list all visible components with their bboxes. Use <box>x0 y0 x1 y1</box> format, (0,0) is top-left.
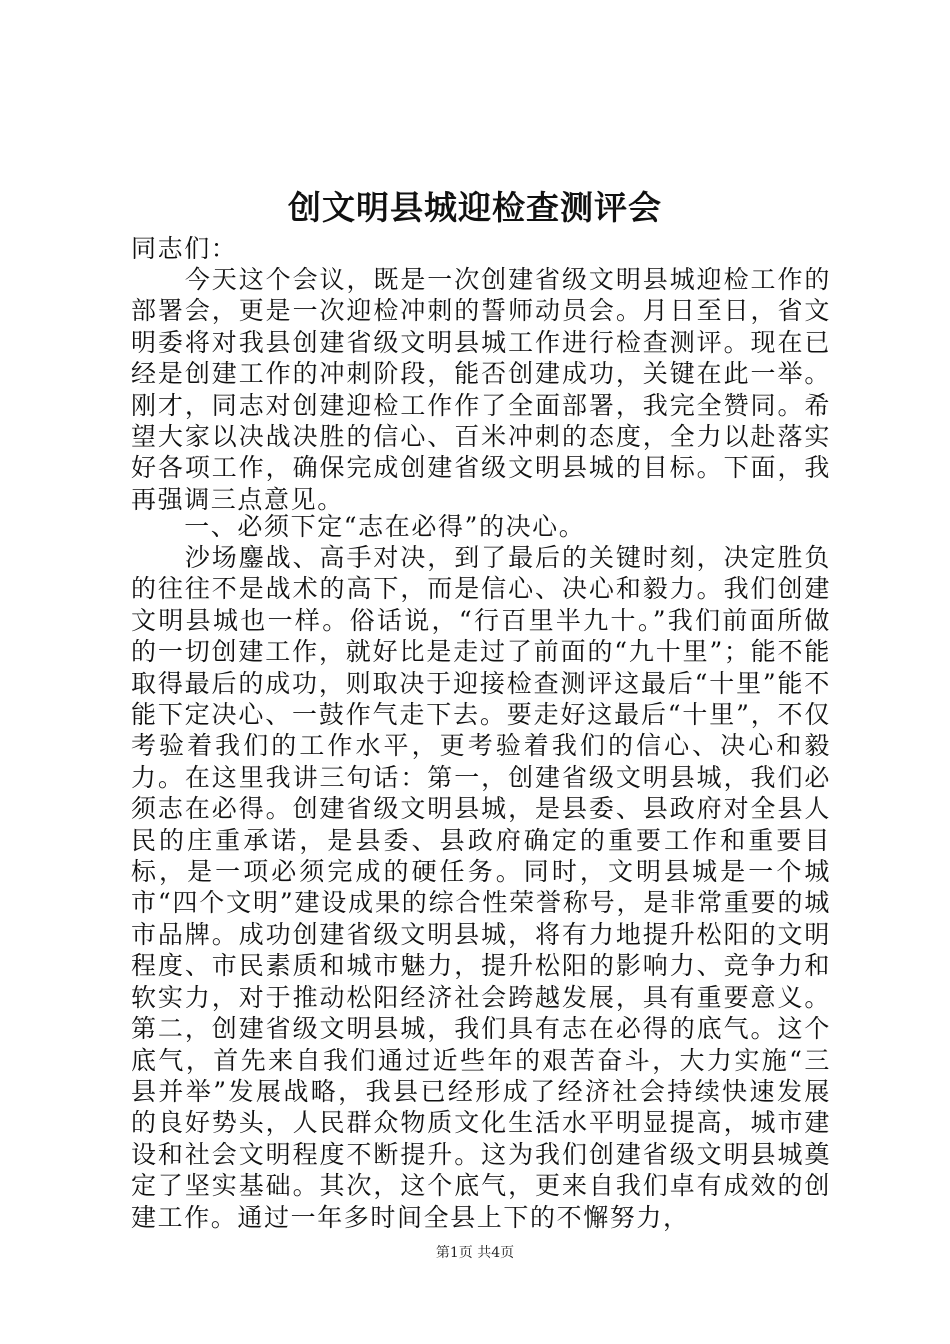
document-title: 创文明县城迎检查测评会 <box>288 188 662 227</box>
salutation: 同志们： <box>131 234 238 263</box>
intro-paragraph: 今天这个会议，既是一次创建省级文明县城迎检工作的部署会，更是一次迎检冲刺的誓师动员会。月日至日，省文明委将对我县创建省级文明县城工作进行检查测评。现在已经是创建工作的冲刺阶段，能否创建成功，关键在此一举。刚才，同志对创建迎检工作作了全面部署，我完全赞同。希望大家以决战决胜的信心、百米冲刺的态度，全力以赴落实好各项工作，确保完成创建省级文明县城的目标。下面，我再强调三点意见。 <box>131 265 831 514</box>
section-1-heading: 一、必须下定“志在必得”的决心。 <box>131 512 586 541</box>
section-1-body: 沙场鏖战、高手对决，到了最后的关键时刻，决定胜负的往往不是战术的高下，而是信心、决心和毅力。我们创建文明县城也一样。俗话说，“行百里半九十。”我们前面所做的一切创建工作，就好比是走过了前面的“九十里”；能不能取得最后的成功，则取决于迎接检查测评这最后“十里”能不能下定决心、一鼓作气走下去。要走好这最后“十里”，不仅考验着我们的工作水平，更考验着我们的信心、决心和毅力。在这里我讲三句话：第一，创建省级文明县城，我们必须志在必得。创建省级文明县城，是县委、县政府对全县人民的庄重承诺，是县委、县政府确定的重要工作和重要目标，是一项必须完成的硬任务。同时，文明县城是一个城市“四个文明”建设成果的综合性荣誉称号，是非常重要的城市品牌。成功创建省级文明县城，将有力地提升松阳的文明程度、市民素质和城市魅力，提升松阳的影响力、竞争力和软实力，对于推动松阳经济社会跨越发展，具有重要意义。第二，创建省级文明县城，我们具有志在必得的底气。这个底气，首先来自我们通过近些年的艰苦奋斗，大力实施“三县并举”发展战略，我县已经形成了经济社会持续快速发展的良好势头，人民群众物质文化生活水平明显提高，城市建设和社会文明程度不断提升。这为我们创建省级文明县城奠定了坚实基础。其次，这个底气，更来自我们卓有成效的创建工作。通过一年多时间全县上下的不懈努力， <box>131 543 831 1232</box>
page-number-footer: 第1页 共4页 <box>435 1245 515 1261</box>
